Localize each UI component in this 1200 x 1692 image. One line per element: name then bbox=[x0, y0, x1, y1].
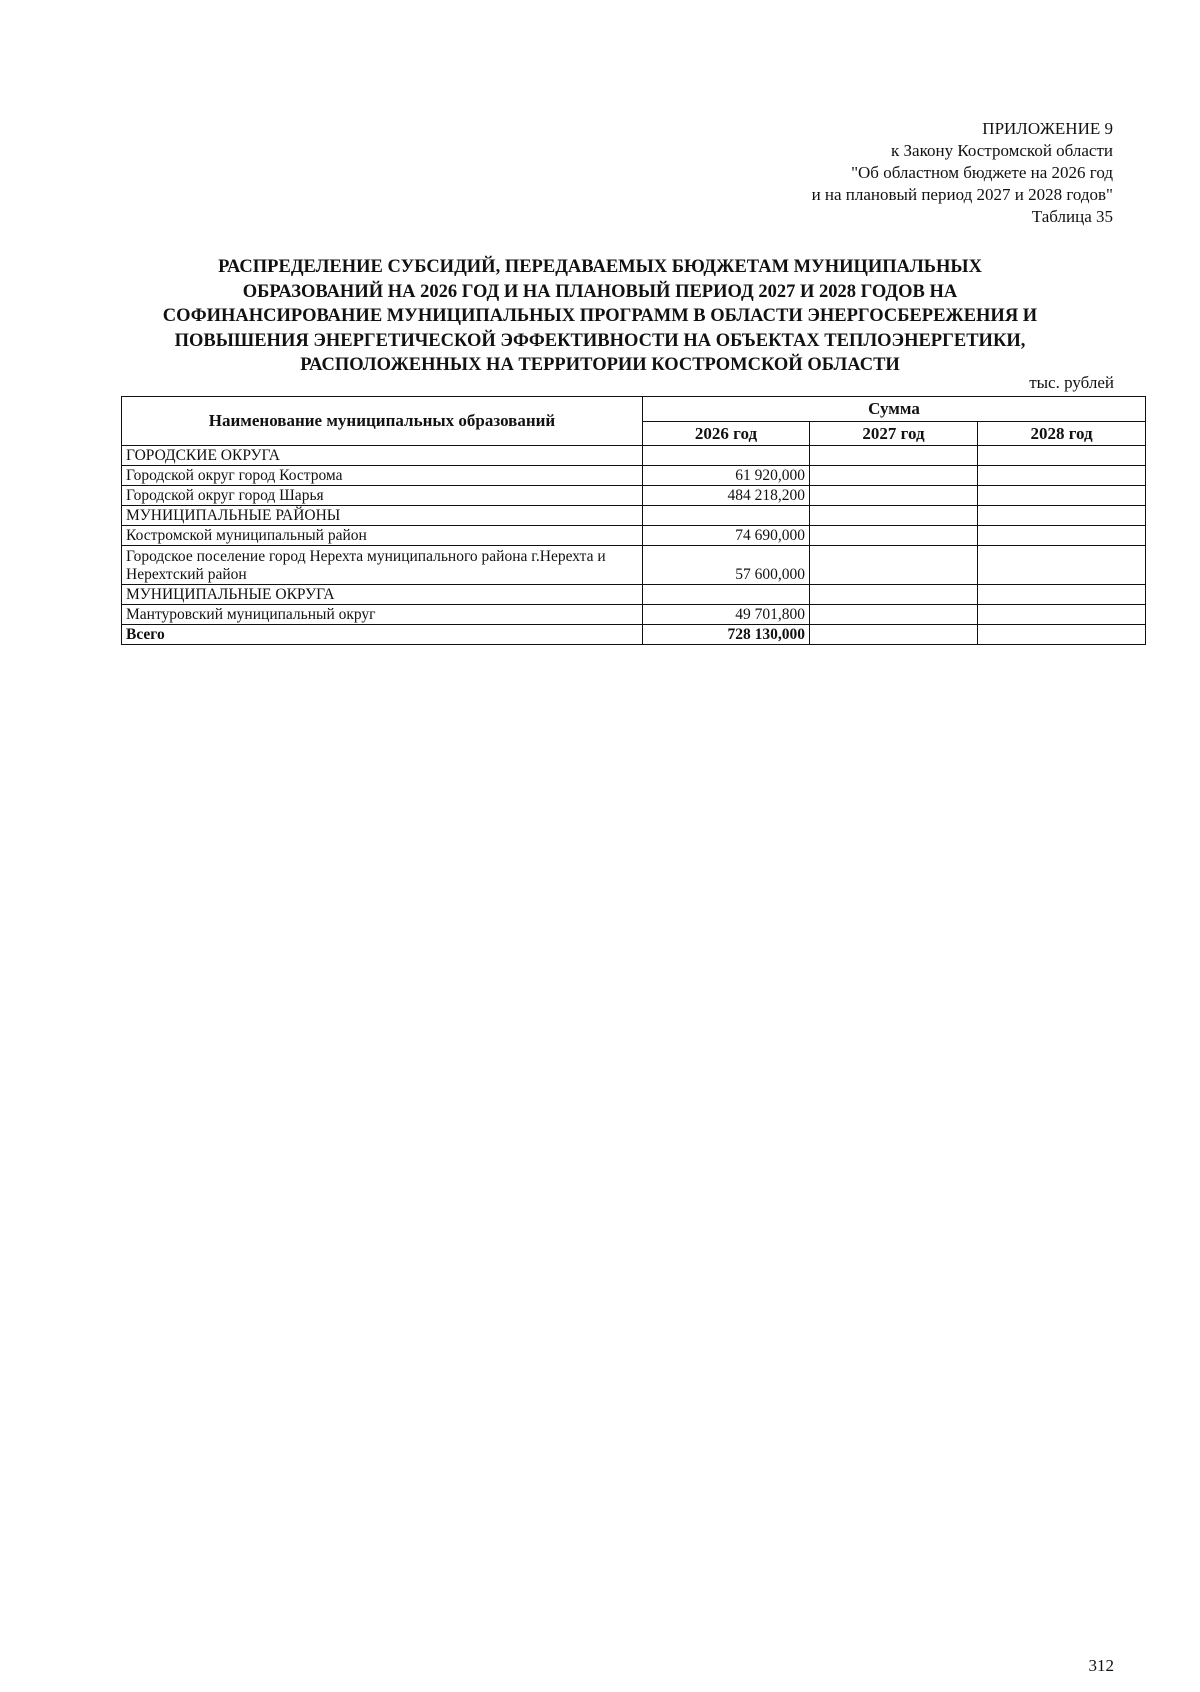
value-2026: 49 701,800 bbox=[643, 605, 810, 625]
value-2026: 484 218,200 bbox=[643, 486, 810, 506]
value-2028 bbox=[978, 466, 1146, 486]
value-2028 bbox=[978, 546, 1146, 585]
value-2027 bbox=[810, 466, 978, 486]
header-year-2028: 2028 год bbox=[978, 422, 1146, 446]
total-2026: 728 130,000 bbox=[643, 625, 810, 645]
total-2028 bbox=[978, 625, 1146, 645]
value-2028 bbox=[978, 605, 1146, 625]
header-year-2026: 2026 год bbox=[643, 422, 810, 446]
value-2027 bbox=[810, 446, 978, 466]
subsidy-table bbox=[121, 396, 1146, 645]
row-name: ГОРОДСКИЕ ОКРУГА bbox=[122, 446, 643, 466]
appendix-line: и на плановый период 2027 и 2028 годов" bbox=[811, 185, 1113, 204]
appendix-header bbox=[812, 118, 1113, 228]
table-row bbox=[122, 486, 1146, 506]
value-2026: 57 600,000 bbox=[643, 546, 810, 585]
value-2028 bbox=[978, 526, 1146, 546]
page-number: 312 bbox=[1088, 1656, 1114, 1675]
table-row bbox=[122, 605, 1146, 625]
value-2026 bbox=[643, 446, 810, 466]
value-2028 bbox=[978, 486, 1146, 506]
row-name: МУНИЦИПАЛЬНЫЕ РАЙОНЫ bbox=[122, 506, 643, 526]
row-name: МУНИЦИПАЛЬНЫЕ ОКРУГА bbox=[122, 585, 643, 605]
total-row bbox=[122, 625, 1146, 645]
row-name: Костромской муниципальный район bbox=[122, 526, 643, 546]
appendix-line: "Об областном бюджете на 2026 год bbox=[851, 163, 1113, 182]
value-2026: 61 920,000 bbox=[643, 466, 810, 486]
value-2027 bbox=[810, 585, 978, 605]
value-2027 bbox=[810, 506, 978, 526]
value-2028 bbox=[978, 446, 1146, 466]
header-sum: Сумма bbox=[643, 397, 1146, 422]
units-label: тыс. рублей bbox=[1029, 373, 1114, 392]
document-title bbox=[120, 255, 1080, 378]
title-line: РАСПРЕДЕЛЕНИЕ СУБСИДИЙ, ПЕРЕДАВАЕМЫХ БЮДЖЕТАМ МУНИЦИПАЛЬНЫХ bbox=[218, 257, 982, 277]
table-row bbox=[122, 466, 1146, 486]
value-2027 bbox=[810, 605, 978, 625]
row-name: Городской округ город Кострома bbox=[122, 466, 643, 486]
table-row bbox=[122, 546, 1146, 585]
title-line: СОФИНАНСИРОВАНИЕ МУНИЦИПАЛЬНЫХ ПРОГРАММ В ОБЛАСТИ ЭНЕРГОСБЕРЕЖЕНИЯ И bbox=[162, 306, 1038, 326]
table-number: Таблица 35 bbox=[1031, 207, 1113, 226]
appendix-line: ПРИЛОЖЕНИЕ 9 bbox=[982, 119, 1113, 138]
value-2026 bbox=[643, 506, 810, 526]
table-row bbox=[122, 585, 1146, 605]
value-2027 bbox=[810, 486, 978, 506]
value-2026: 74 690,000 bbox=[643, 526, 810, 546]
appendix-line: к Закону Костромской области bbox=[891, 141, 1113, 160]
header-name: Наименование муниципальных образований bbox=[122, 397, 643, 446]
title-line: ПОВЫШЕНИЯ ЭНЕРГЕТИЧЕСКОЙ ЭФФЕКТИВНОСТИ НА ОБЪЕКТАХ ТЕПЛОЭНЕРГЕТИКИ, bbox=[174, 330, 1026, 351]
value-2026 bbox=[643, 585, 810, 605]
value-2028 bbox=[978, 585, 1146, 605]
row-name: Мантуровский муниципальный округ bbox=[122, 605, 643, 625]
total-label: Всего bbox=[122, 625, 643, 645]
table-row bbox=[122, 526, 1146, 546]
value-2027 bbox=[810, 546, 978, 585]
row-name: Городское поселение город Нерехта муниципального района г.Нерехта и Нерехтский район bbox=[122, 546, 643, 585]
value-2027 bbox=[810, 526, 978, 546]
header-year-2027: 2027 год bbox=[810, 422, 978, 446]
table-row bbox=[122, 446, 1146, 466]
title-line: ОБРАЗОВАНИЙ НА 2026 ГОД И НА ПЛАНОВЫЙ ПЕРИОД 2027 И 2028 ГОДОВ НА bbox=[242, 281, 958, 302]
value-2028 bbox=[978, 506, 1146, 526]
title-line: РАСПОЛОЖЕННЫХ НА ТЕРРИТОРИИ КОСТРОМСКОЙ ОБЛАСТИ bbox=[300, 355, 900, 375]
row-name: Городской округ город Шарья bbox=[122, 486, 643, 506]
total-2027 bbox=[810, 625, 978, 645]
table-row bbox=[122, 506, 1146, 526]
